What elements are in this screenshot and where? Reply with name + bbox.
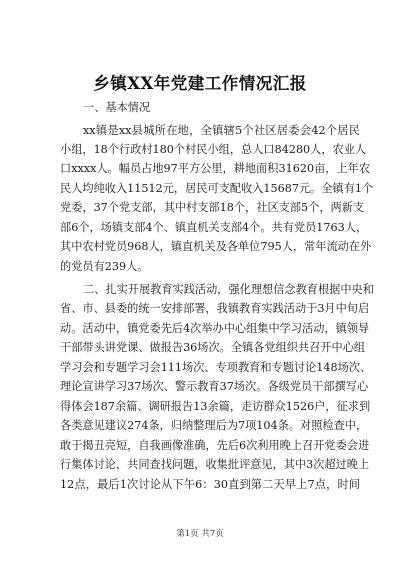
page-number-footer: 第1页 共7页 (176, 529, 224, 539)
document-title: 乡镇XX年党建工作情况汇报 (93, 74, 307, 93)
section-heading-basic-info: 一、基本情况 (83, 101, 151, 114)
paragraph-line: 学习会和专题学习会111场次、专项教育和专题讨论148场次、 (60, 361, 372, 374)
paragraph-line: 敢于揭丑亮短，自我画像准确，先后6次利用晚上召开党委会进 (60, 439, 370, 452)
paragraph-line: 各类意见建议274条，归纳整理后为7项104条。对照检查中， (60, 419, 368, 432)
paragraph-line: 12点，最后1次讨论从下午6：30直到第二天早上7点，时间 (60, 478, 360, 491)
paragraph-line: 小组，18个行政村180个村民小组，总人口84280人，农业人 (60, 143, 367, 156)
paragraph-line: 党委，37个党支部，其中村支部18个，社区支部5个，两新支 (60, 201, 365, 214)
paragraph-line: 理论宣讲学习37场次、警示教育37场次。各级党员干部撰写心 (60, 380, 369, 393)
paragraph-line: 得体会187余篇、调研报告13余篇，走访群众1526户，征求到 (60, 400, 371, 413)
paragraph-line: 动。活动中，镇党委先后4次举办中心组集中学习活动，镇领导 (60, 322, 370, 335)
paragraph-line: 部6个，场镇支部4个、镇直机关支部4个。共有党员1763人， (60, 221, 368, 234)
paragraph-line: 口xxxx人。幅员占地97平方公里，耕地面积31620亩，上年农 (60, 162, 371, 175)
paragraph-line: 干部带头讲党课、做报告36场次。全镇各党组织共召开中心组 (60, 341, 366, 354)
paragraph-line: xx镇是xx县城所在地，全镇辖5个社区居委会42个居民 (83, 124, 360, 137)
paragraph-line: 民人均纯收入11512元，居民可支配收入15687元。全镇有1个 (60, 182, 374, 195)
paragraph-line: 其中农村党员968人，镇直机关及各单位795人，常年流动在外 (60, 240, 372, 253)
paragraph-line: 的党员有239人。 (60, 260, 149, 273)
paragraph-line: 二、扎实开展教育实践活动，强化理想信念教育根据中央和 (83, 283, 374, 296)
paragraph-line: 省、市、县委的统一安排部署，我镇教育实践活动于3月中旬启 (60, 302, 370, 315)
paragraph-line: 行集体讨论，共同查找问题，收集批评意见，其中3次超过晚上 (60, 458, 370, 471)
